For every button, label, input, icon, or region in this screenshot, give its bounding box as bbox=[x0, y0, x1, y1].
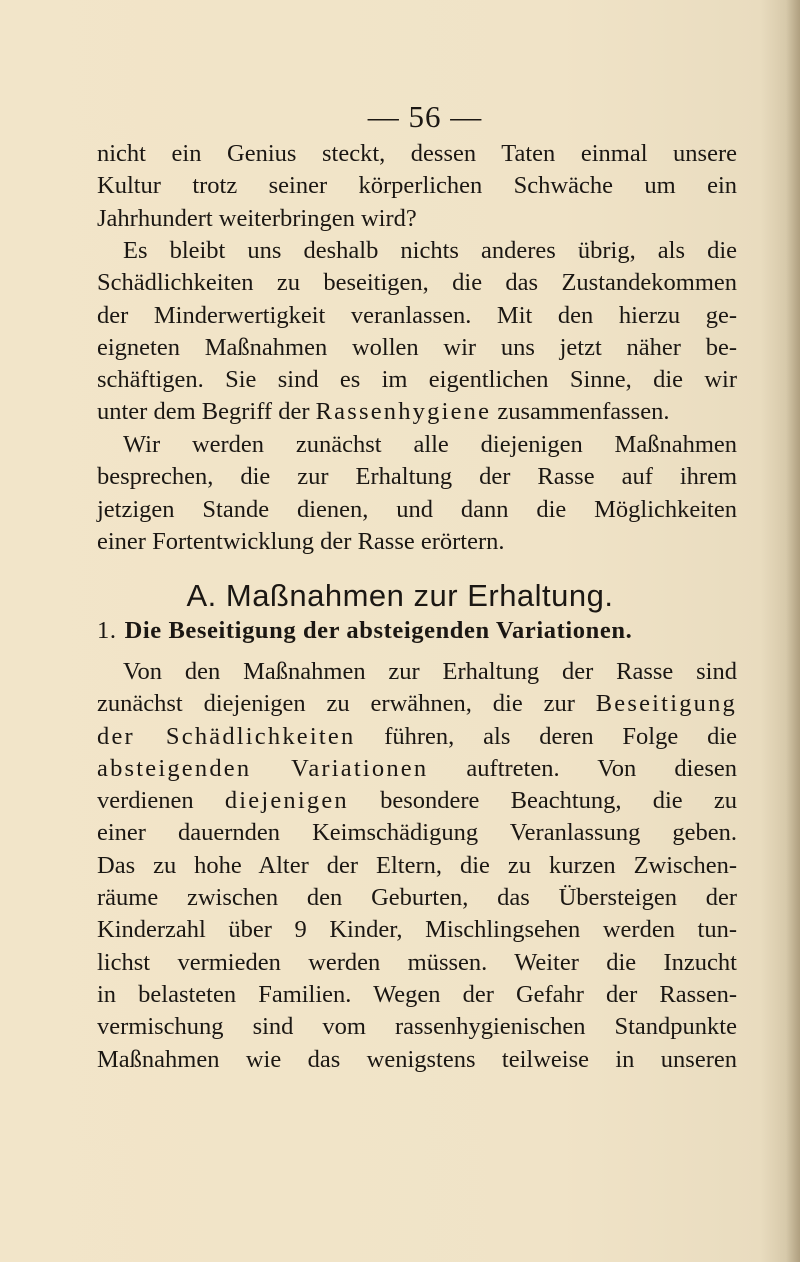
paragraph-beseitigung bbox=[97, 656, 737, 1076]
text-line: räume zwischen den Geburten, das Übersteigen der bbox=[97, 884, 737, 912]
paragraph-rassenhygiene bbox=[97, 235, 737, 429]
text-line: eigneten Maßnahmen wollen wir uns jetzt näher be- bbox=[97, 333, 737, 361]
text-line: nicht ein Genius steckt, dessen Taten einmal unsere bbox=[97, 140, 737, 167]
emphasized-term: Beseitigung bbox=[595, 690, 737, 718]
text-line bbox=[97, 688, 737, 720]
text-line: schäftigen. Sie sind es im eigentlichen Sinne, die wir bbox=[97, 366, 737, 394]
text-line: Jahrhundert weiterbringen wird? bbox=[97, 204, 417, 232]
text-line: Maßnahmen wie das wenigstens teilweise in unseren bbox=[97, 1045, 737, 1073]
text-line-rassenhygiene bbox=[97, 396, 737, 428]
emphasized-term: absteigenden Variationen bbox=[97, 754, 429, 782]
text-line bbox=[97, 721, 737, 753]
text-line: Es bleibt uns deshalb nichts anderes übrig, als die bbox=[123, 237, 737, 264]
emphasized-term: Rassenhygiene bbox=[315, 398, 492, 426]
text-line: vermischung sind vom rassenhygienischen Standpunkte bbox=[97, 1013, 737, 1041]
text-segment: verdienen bbox=[97, 787, 225, 815]
text-segment: führen, als deren Folge die bbox=[355, 722, 738, 750]
text-line: Von den Maßnahmen zur Erhaltung der Rasse sind bbox=[123, 658, 737, 685]
text-line: einer dauernden Keimschädigung Veranlassung geben. bbox=[97, 819, 737, 847]
paragraph-overview bbox=[97, 429, 737, 558]
subsection-title: Die Beseitigung der absteigenden Variationen. bbox=[124, 617, 633, 644]
subsection-heading bbox=[97, 617, 737, 645]
text-segment: besondere Beachtung, die zu bbox=[348, 787, 737, 815]
text-line: in belasteten Familien. Wegen der Gefahr der Rassen- bbox=[97, 980, 737, 1008]
text-segment: auftreten. Von diesen bbox=[428, 754, 737, 782]
subsection-number: 1. bbox=[97, 617, 117, 644]
text-segment: zusammenfassen. bbox=[491, 398, 670, 426]
emphasized-term: der Schädlichkeiten bbox=[97, 722, 356, 750]
text-line: der Minderwertigkeit veranlassen. Mit den hierzu ge- bbox=[97, 301, 737, 329]
section-heading: A. Maßnahmen zur Erhaltung. bbox=[186, 578, 614, 613]
text-segment: zunächst diejenigen zu erwähnen, die zur bbox=[97, 690, 596, 718]
text-line: Schädlichkeiten zu beseitigen, die das Zustandekommen bbox=[97, 269, 737, 297]
text-segment: unter dem Begriff der bbox=[97, 398, 316, 426]
page-edge-shadow bbox=[786, 0, 800, 1262]
text-line: Kinderzahl über 9 Kinder, Mischlingsehen werden tun- bbox=[97, 916, 737, 944]
text-line: lichst vermieden werden müssen. Weiter die Inzucht bbox=[97, 948, 737, 976]
paragraph-continuation bbox=[97, 138, 737, 235]
text-line: besprechen, die zur Erhaltung der Rasse auf ihrem bbox=[97, 463, 737, 491]
text-line: jetzigen Stande dienen, und dann die Möglichkeiten bbox=[97, 495, 737, 523]
text-line: Wir werden zunächst alle diejenigen Maßnahmen bbox=[123, 431, 737, 458]
text-line bbox=[97, 785, 737, 817]
text-line: einer Fortentwicklung der Rasse erörtern. bbox=[97, 527, 505, 555]
text-line: Das zu hohe Alter der Eltern, die zu kurzen Zwischen- bbox=[97, 851, 737, 879]
text-line bbox=[97, 753, 737, 785]
text-line: Kultur trotz seiner körperlichen Schwäche um ein bbox=[97, 172, 737, 200]
page-number: — 56 — bbox=[367, 99, 483, 134]
emphasized-term: diejenigen bbox=[224, 787, 349, 815]
